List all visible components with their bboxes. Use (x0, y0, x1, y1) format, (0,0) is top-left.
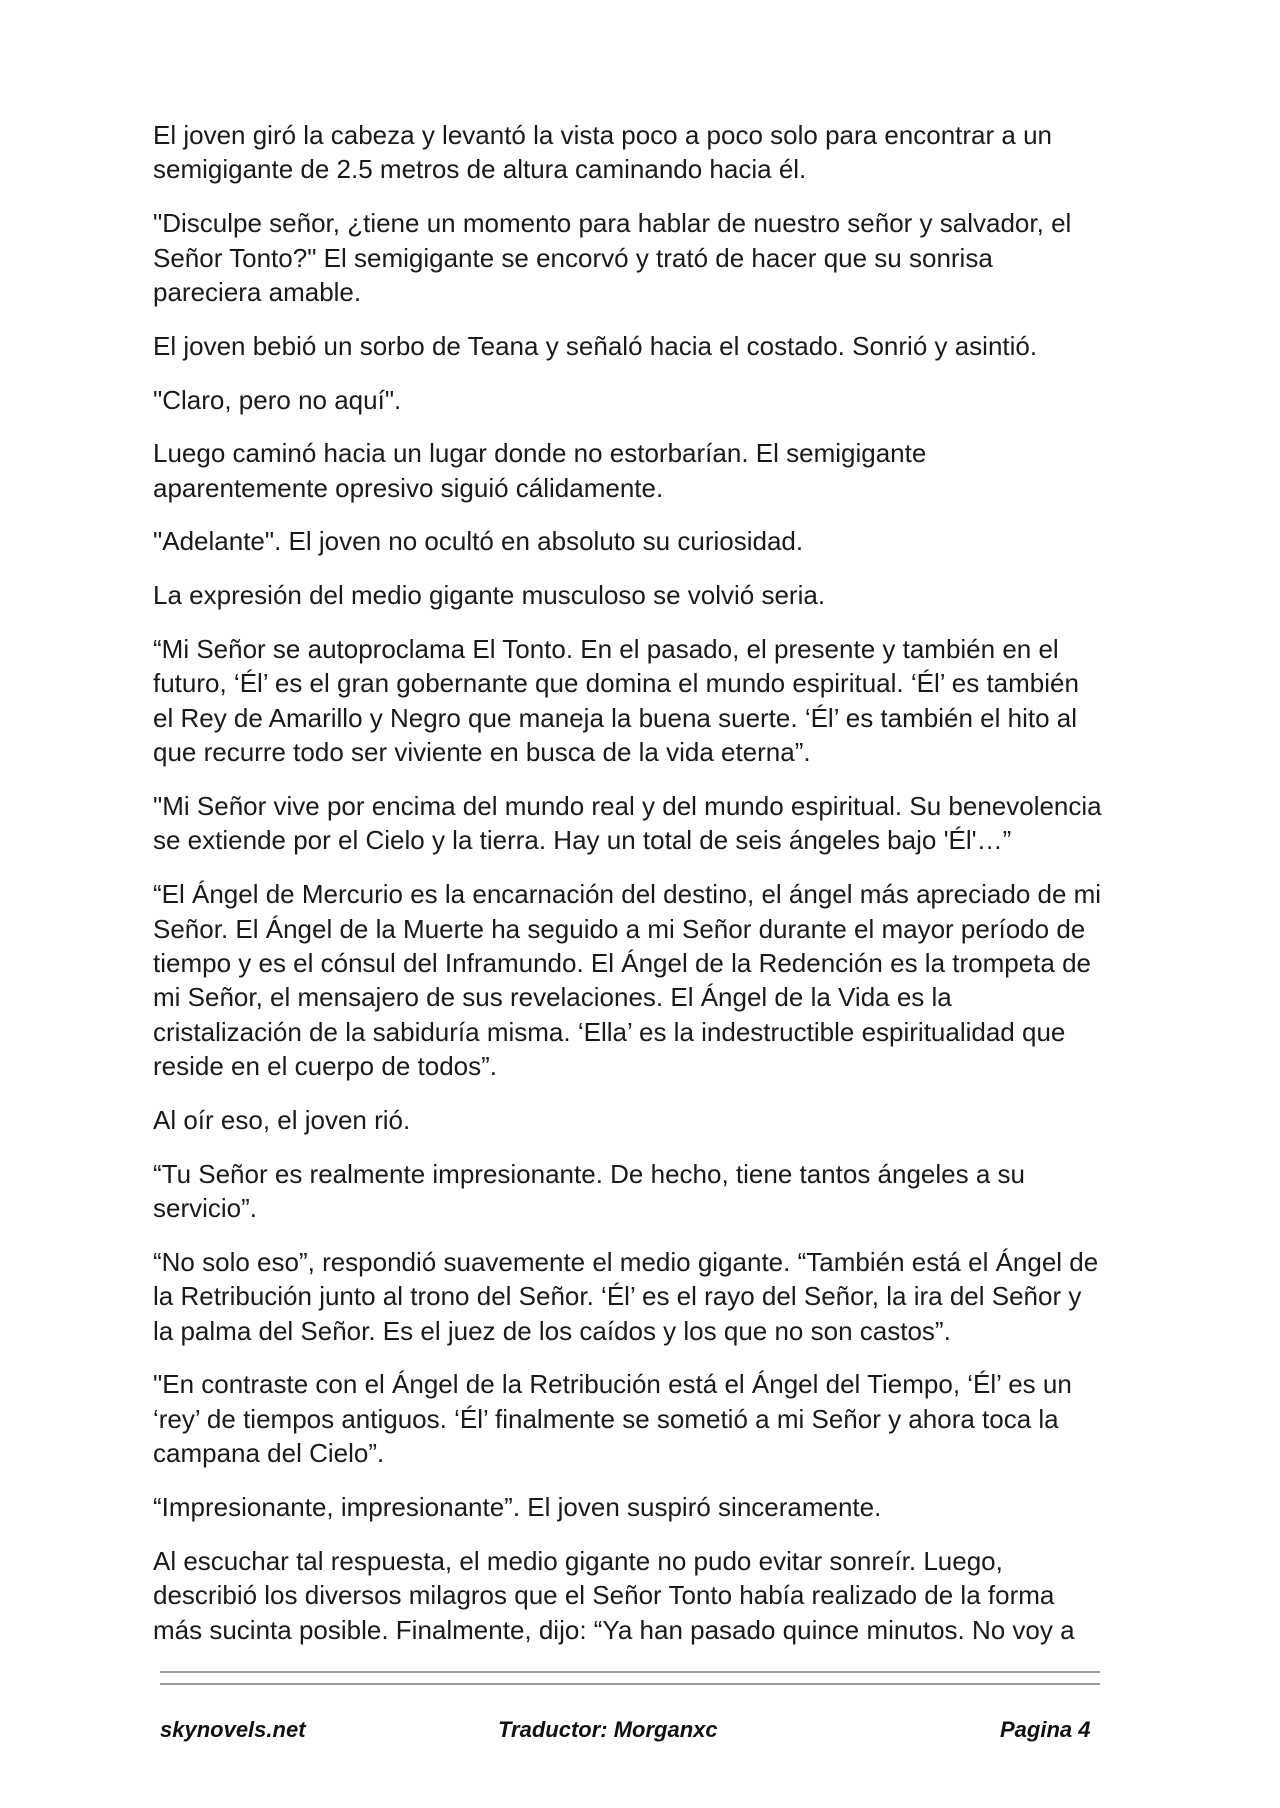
text-line: más sucinta posible. Finalmente, dijo: “Ya han pasado quince minutos. No voy a (153, 1614, 1075, 1645)
paragraph (153, 436, 1153, 505)
text-line: "Disculpe señor, ¿tiene un momento para hablar de nuestro señor y salvador, el (153, 208, 1072, 239)
text-line: Señor. El Ángel de la Muerte ha seguido a mi Señor durante el mayor período de (153, 913, 1086, 944)
footer-rule-top (160, 1671, 1100, 1673)
paragraph (153, 1157, 1153, 1226)
text-line: reside en el cuerpo de todos”. (153, 1051, 497, 1082)
footer-rule-bottom (160, 1683, 1100, 1685)
text-line: “Tu Señor es realmente impresionante. De hecho, tiene tantos ángeles a su (153, 1158, 1025, 1189)
text-line: ‘rey’ de tiempos antiguos. ‘Él’ finalmente se sometió a mi Señor y ahora toca la (153, 1403, 1059, 1434)
paragraph (153, 789, 1153, 858)
text-line: El joven bebió un sorbo de Teana y señaló hacia el costado. Sonrió y asintió. (153, 330, 1038, 361)
text-line: mi Señor, el mensajero de sus revelaciones. El Ángel de la Vida es la (153, 982, 952, 1013)
text-line: El joven giró la cabeza y levantó la vista poco a poco solo para encontrar a un (153, 120, 1052, 150)
paragraph (153, 383, 1153, 417)
text-line: "Mi Señor vive por encima del mundo real y del mundo espiritual. Su benevolencia (153, 790, 1102, 821)
text-line: “Impresionante, impresionante”. El joven suspiró sinceramente. (153, 1491, 882, 1522)
text-line: servicio”. (153, 1193, 258, 1224)
paragraph (153, 877, 1153, 1083)
paragraph (153, 1367, 1153, 1470)
text-line: aparentemente opresivo siguió cálidamente. (153, 472, 664, 503)
text-line: "Claro, pero no aquí". (153, 384, 402, 415)
footer-site: skynovels.net (160, 1717, 306, 1742)
text-line: la palma del Señor. Es el juez de los caídos y los que no son castos”. (153, 1315, 951, 1346)
paragraph (153, 524, 1153, 558)
paragraph (153, 632, 1153, 770)
text-line: tiempo y es el cónsul del Inframundo. El Ángel de la Redención es la trompeta de (153, 947, 1091, 978)
text-line: semigigante de 2.5 metros de altura caminando hacia él. (153, 154, 807, 185)
footer-page-number: Pagina 4 (1000, 1717, 1091, 1742)
text-line: La expresión del medio gigante musculoso se volvió seria. (153, 580, 826, 611)
text-line: Al escuchar tal respuesta, el medio gigante no pudo evitar sonreír. Luego, (153, 1545, 1003, 1576)
paragraph (153, 1490, 1153, 1524)
text-line: la Retribución junto al trono del Señor. ‘Él’ es el rayo del Señor, la ira del Señor y (153, 1281, 1082, 1312)
paragraph (153, 1245, 1153, 1348)
text-line: se extiende por el Cielo y la tierra. Hay un total de seis ángeles bajo 'Él'…” (153, 825, 1012, 856)
text-line: pareciera amable. (153, 276, 362, 307)
paragraph (153, 1103, 1153, 1137)
text-line: “Mi Señor se autoproclama El Tonto. En el pasado, el presente y también en el (153, 634, 1059, 665)
text-line: que recurre todo ser viviente en busca de la vida eterna”. (153, 737, 811, 768)
text-line: Señor Tonto?" El semigigante se encorvó y trató de hacer que su sonrisa (153, 242, 993, 273)
text-line: "En contraste con el Ángel de la Retribución está el Ángel del Tiempo, ‘Él’ es un (153, 1369, 1072, 1400)
paragraph (153, 118, 1153, 187)
text-line: el Rey de Amarillo y Negro que maneja la buena suerte. ‘Él’ es también el hito al (153, 702, 1077, 733)
document-body (153, 118, 1153, 1666)
paragraph (153, 206, 1153, 309)
text-line: "Adelante". El joven no ocultó en absoluto su curiosidad. (153, 526, 804, 557)
paragraph (153, 1544, 1153, 1647)
text-line: “El Ángel de Mercurio es la encarnación del destino, el ángel más apreciado de mi (153, 879, 1102, 910)
text-line: describió los diversos milagros que el Señor Tonto había realizado de la forma (153, 1580, 1055, 1611)
text-line: futuro, ‘Él’ es el gran gobernante que domina el mundo espiritual. ‘Él’ es también (153, 668, 1079, 699)
text-line: “No solo eso”, respondió suavemente el medio gigante. “También está el Ángel de (153, 1246, 1099, 1277)
paragraph (153, 578, 1153, 612)
footer-translator: Traductor: Morganxc (498, 1717, 718, 1742)
text-line: campana del Cielo”. (153, 1438, 385, 1469)
text-line: Al oír eso, el joven rió. (153, 1104, 411, 1135)
text-line: Luego caminó hacia un lugar donde no estorbarían. El semigigante (153, 438, 927, 469)
text-line: cristalización de la sabiduría misma. ‘Ella’ es la indestructible espiritualidad que (153, 1016, 1066, 1047)
paragraph (153, 329, 1153, 363)
